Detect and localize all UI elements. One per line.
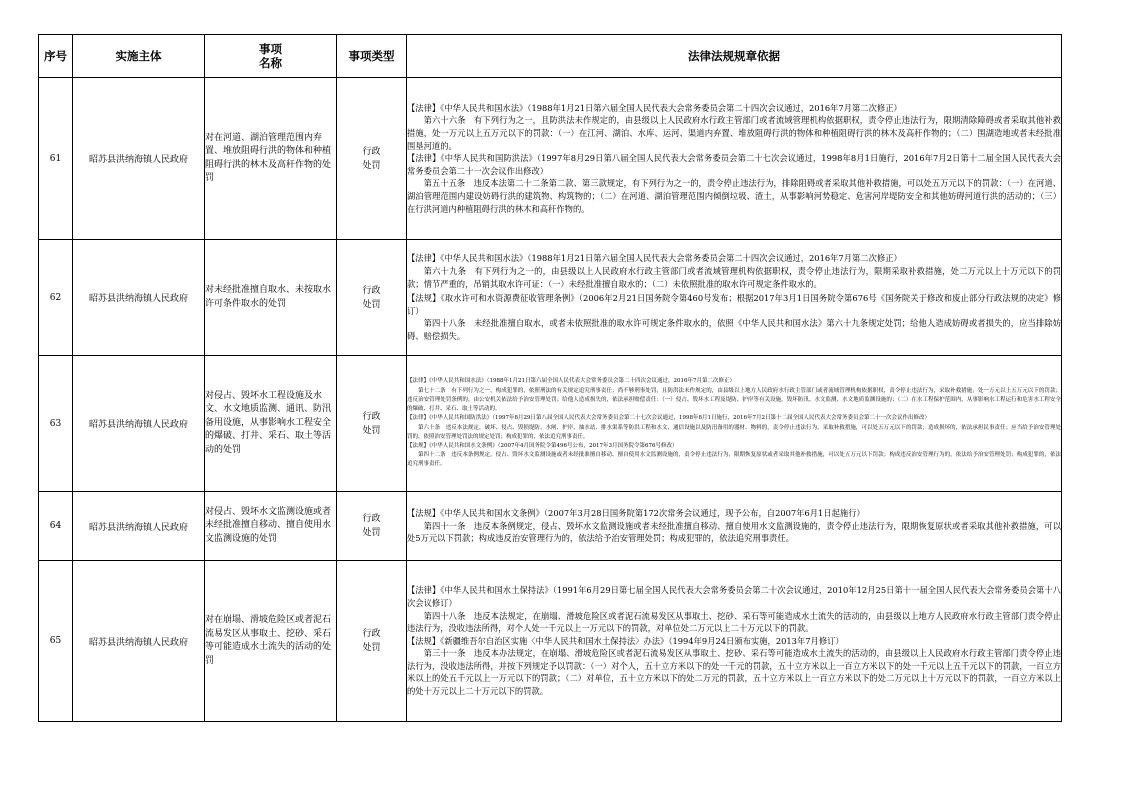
row-subject: 昭苏县洪纳海镇人民政府 — [73, 240, 205, 356]
table-row — [39, 561, 1062, 722]
basis-paragraph: 第四十二条 违反本条例规定，侵占、毁坏水文监测设施或者未经批准擅自移动、擅自使用水文监测设施的，责令停止违法行为，限期恢复原状或者采取其他补救措施，可以处五万元以下罚款；构成违反治安管理行为的，依法给予治安管理处罚；构成犯罪的，依法追究刑事责任。 — [407, 452, 1061, 468]
basis-paragraph: 第六十九条 有下列行为之一的，由县级以上人民政府水行政主管部门或者流域管理机构依据职权，责令停止违法行为，限期采取补救措施，处二万元以上十万元以下的罚款；情节严重的，吊销其取水许可证：（一）未经批准擅自取水的；（二）未依照批准的取水许可规定条件取水的。 — [407, 266, 1061, 289]
row-legal-basis — [407, 492, 1062, 561]
row-no: 62 — [39, 240, 73, 356]
table-row — [39, 356, 1062, 492]
table-row — [39, 240, 1062, 356]
law-table — [38, 34, 1062, 722]
basis-paragraph: 【法律】《中华人民共和国水法》（1988年1月21日第六届全国人民代表大会常务委员会第二十四次会议通过，2016年7月第二次修正） — [407, 253, 902, 264]
row-item-type — [337, 78, 407, 240]
row-type-line1: 行政 — [362, 514, 381, 524]
basis-paragraph: 【法规】《中华人民共和国水文条例》（2007年4月国务院令第496号公布，2017年3月国务院令第676号修改） — [407, 442, 678, 449]
row-type-line1: 行政 — [362, 411, 381, 422]
basis-paragraph: 第六十六条 有下列行为之一，且防洪法未作规定的，由县级以上人民政府水行政主管部门或者流域管理机构依据职权，责令停止违法行为，限期清除障碍或者采取其他补救措施，处一万元以上五万元以下的罚款：（一）在江河、湖泊、水库、运河、渠道内弃置、堆放阻碍行洪的物体和种植阻碍行洪的林木及高秆作物的；（二）围湖造地或者未经批准围垦河道的。 — [407, 115, 1061, 151]
row-no: 61 — [39, 78, 73, 240]
basis-paragraph: 【法律】《中华人民共和国水土保持法》（1991年6月29日第七届全国人民代表大会常务委员会第二十次会议通过，2010年12月25日第十一届全国人民代表大会常务委员会第十八次会议修订） — [407, 585, 1061, 608]
row-item-type — [337, 492, 407, 561]
row-item-name: 对在崩塌、滑坡危险区或者泥石流易发区从事取土、挖砂、采石等可能造成水土流失的活动的处罚 — [205, 561, 337, 722]
row-subject: 昭苏县洪纳海镇人民政府 — [73, 561, 205, 722]
row-item-name: 对侵占、毁坏水工程设施及水文、水文地质监测、通讯、防汛备用设施，从事影响水工程安全的爆破、打井、采石、取土等活动的处罚 — [205, 356, 337, 492]
basis-paragraph: 【法律】《中华人民共和国水法》（1988年1月21日第六届全国人民代表大会常务委员会第二十四次会议通过，2016年7月第二次修正） — [407, 102, 902, 113]
basis-paragraph: 【法规】《中华人民共和国水文条例》（2007年3月28日国务院第172次常务会议通过，现予公布，自2007年6月1日起施行） — [407, 508, 865, 519]
header-name-line1: 事项 — [259, 42, 282, 56]
table-row — [39, 78, 1062, 240]
row-type-line1: 行政 — [362, 146, 381, 157]
row-type-line2: 处罚 — [362, 299, 381, 310]
row-item-type — [337, 356, 407, 492]
row-legal-basis — [407, 561, 1062, 722]
row-type-line1: 行政 — [362, 629, 381, 639]
basis-paragraph: 第七十二条 有下列行为之一，构成犯罪的，依照刑法的有关规定追究刑事责任；尚不够刑事处罚，且防洪法未作规定的，由县级以上地方人民政府水行政主管部门或者流域管理机构依据职权，责令停止违法行为，采取补救措施，处一万元以上五万元以下的罚款；违反治安管理处罚条例的，由公安机关依法给予治安管理处罚；给他人造成损失的，依法承担赔偿责任：（一）侵占、毁坏水工程及堤防、护岸等有关设施，毁坏防汛、水文监测、水文地质监测设施的；（二）在水工程保护范围内，从事影响水工程运行和危害水工程安全的爆破、打井、采石、取土等活动的。 — [407, 387, 1061, 413]
basis-paragraph: 第四十一条 违反本条例规定，侵占、毁坏水文监测设施或者未经批准擅自移动、擅自使用水文监测设施的，责令停止违法行为，限期恢复原状或者采取其他补救措施，可以处5万元以下罚款；构成违反治安管理行为的，依法给予治安管理处罚；构成犯罪的，依法追究刑事责任。 — [407, 520, 1061, 544]
basis-paragraph: 【法规】《取水许可和水资源费征收管理条例》（2006年2月21日国务院令第460号发布；根据2017年3月1日国务院令第676号《国务院关于修改和废止部分行政法规的决定》修订） — [407, 293, 1061, 316]
header-type: 事项类型 — [337, 35, 407, 78]
basis-paragraph: 【法律】《中华人民共和国防洪法》（1997年8月29日第八届全国人民代表大会常务委员会第二十七次会议通过，1998年8月1日施行，2016年7月2日第十二届全国人民代表大会常务委员会第二十一次会议作出修改） — [407, 415, 930, 422]
header-name-line2: 名称 — [259, 56, 282, 70]
row-subject: 昭苏县洪纳海镇人民政府 — [73, 78, 205, 240]
row-type-line2: 处罚 — [362, 425, 381, 436]
header-name — [205, 35, 337, 78]
row-type-line2: 处罚 — [362, 643, 381, 653]
header-row — [39, 35, 1062, 78]
basis-paragraph: 第四十八条 未经批准擅自取水，或者未依照批准的取水许可规定条件取水的，依照《中华人民共和国水法》第六十九条规定处罚；给他人造成妨碍或者损失的，应当排除妨碍、赔偿损失。 — [407, 318, 1061, 341]
header-no: 序号 — [39, 35, 73, 78]
row-subject: 昭苏县洪纳海镇人民政府 — [73, 492, 205, 561]
basis-paragraph: 第五十五条 违反本法第二十二条第二款、第三款规定，有下列行为之一的，责令停止违法行为，排除阻碍或者采取其他补救措施，可以处五万元以下的罚款：（一）在河道、湖泊管理范围内建设妨碍行洪的建筑物、构筑物的；（二）在河道、湖泊管理范围内倾倒垃圾、渣土，从事影响河势稳定、危害河岸堤防安全和其他妨碍河道行洪的活动的；（三）在行洪河道内种植阻碍行洪的林木和高秆作物的。 — [407, 178, 1061, 214]
header-subject: 实施主体 — [73, 35, 205, 78]
row-item-name: 对侵占、毁坏水文监测设施或者未经批准擅自移动、擅自使用水文监测设施的处罚 — [205, 492, 337, 561]
basis-paragraph: 第四十八条 违反本法规定，在崩塌、滑坡危险区或者泥石流易发区从事取土、挖砂、采石等可能造成水土流失的活动的，由县级以上地方人民政府水行政主管部门责令停止违法行为，没收违法所得，对个人处一千元以上一万元以下的罚款，对单位处二万元以上二十万元以下的罚款。 — [407, 610, 1061, 634]
row-item-name: 对在河道、湖泊管理范围内弃置、堆放阻碍行洪的物体和种植阻碍行洪的林木及高秆作物的处罚 — [205, 78, 337, 240]
row-no: 63 — [39, 356, 73, 492]
row-type-line2: 处罚 — [362, 160, 381, 171]
row-legal-basis — [407, 240, 1062, 356]
row-no: 64 — [39, 492, 73, 561]
row-legal-basis — [407, 356, 1062, 492]
row-type-line2: 处罚 — [362, 528, 381, 538]
row-legal-basis — [407, 78, 1062, 240]
row-subject: 昭苏县洪纳海镇人民政府 — [73, 356, 205, 492]
basis-paragraph: 【法律】《中华人民共和国水法》（1988年1月21日第六届全国人民代表大会常务委员会第二十四次会议通过，2016年7月第二次修正） — [407, 378, 735, 385]
basis-paragraph: 第三十一条 违反本办法规定，在崩塌、滑坡危险区或者泥石流易发区从事取土、挖砂、采石等可能造成水土流失的活动的，由县级以上人民政府水行政主管部门责令停止违法行为，没收违法所得，并按下列规定予以罚款：（一）对个人，五十立方米以下的处一千元的罚款，五十立方米以上一百立方米以下的处一千元以上五千元以下的罚款，一百立方米以上的处五千元以上一万元以下的罚款；（二）对单位，五十立方米以下的处二万元的罚款，五十立方米以上一百立方米以下的处二万元以上十万元以下的罚款，一百立方米以上的处十万元以上二十万元以下的罚款。 — [407, 648, 1061, 697]
basis-paragraph: 【法规】《新疆维吾尔自治区实施〈中华人民共和国水土保持法〉办法》（1994年9月24日颁布实施，2013年7月修订） — [407, 635, 844, 646]
basis-paragraph: 【法律】《中华人民共和国防洪法》（1997年8月29日第八届全国人民代表大会常务委员会第二十七次会议通过，1998年8月1日施行，2016年7月2日第十二届全国人民代表大会常务委员会第二十一次会议作出修改） — [407, 153, 1061, 176]
row-item-type — [337, 240, 407, 356]
row-item-type — [337, 561, 407, 722]
table-row — [39, 492, 1062, 561]
row-type-line1: 行政 — [362, 285, 381, 296]
row-item-name: 对未经批准擅自取水、未按取水许可条件取水的处罚 — [205, 240, 337, 356]
basis-paragraph: 第六十条 违反本法规定，破坏、侵占、毁损堤防、水闸、护岸、抽水站、排水渠系等防洪工程和水文、通信设施以及防汛备用的器材、物料的，责令停止违法行为，采取补救措施，可以处五万元以下的罚款；造成损坏的，依法承担民事责任；应当给予治安管理处罚的，依照治安管理处罚法的规定处罚；构成犯罪的，依法追究刑事责任。 — [407, 424, 1061, 440]
row-no: 65 — [39, 561, 73, 722]
header-basis: 法律法规规章依据 — [407, 35, 1062, 78]
